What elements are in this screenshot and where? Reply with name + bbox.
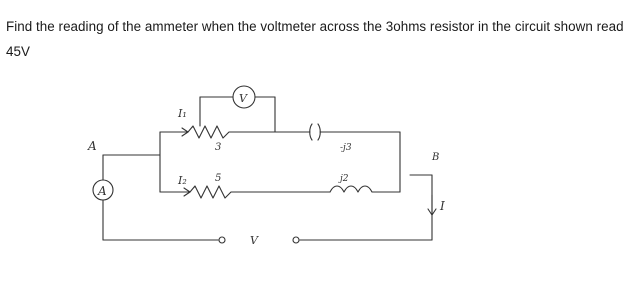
branch2-current-label: I₂ (178, 174, 187, 187)
source-terminal-left (219, 237, 225, 243)
inductor-j2 (330, 186, 400, 192)
resistor-3-ohm (188, 126, 260, 138)
capacitor-value: -j3 (340, 143, 352, 153)
node-b-label: B (432, 152, 440, 163)
capacitor-plate-left (310, 124, 312, 140)
resistor1-value: 3 (215, 142, 222, 153)
source-terminal-right (293, 237, 299, 243)
source-label: V (250, 234, 258, 247)
branch1-current-label: I₁ (178, 107, 187, 120)
total-current-label: I (440, 199, 445, 213)
node-a-label: A (88, 139, 97, 153)
resistor2-value: 5 (215, 173, 222, 184)
question-text: Find the reading of the ammeter when the voltmeter across the 3ohms resistor in the circuit shown read 45V (6, 19, 624, 59)
inductor-value: j2 (340, 174, 349, 184)
ammeter-label: A (98, 184, 107, 198)
resistor-5-ohm (190, 186, 260, 198)
voltmeter-label: V (239, 92, 247, 105)
